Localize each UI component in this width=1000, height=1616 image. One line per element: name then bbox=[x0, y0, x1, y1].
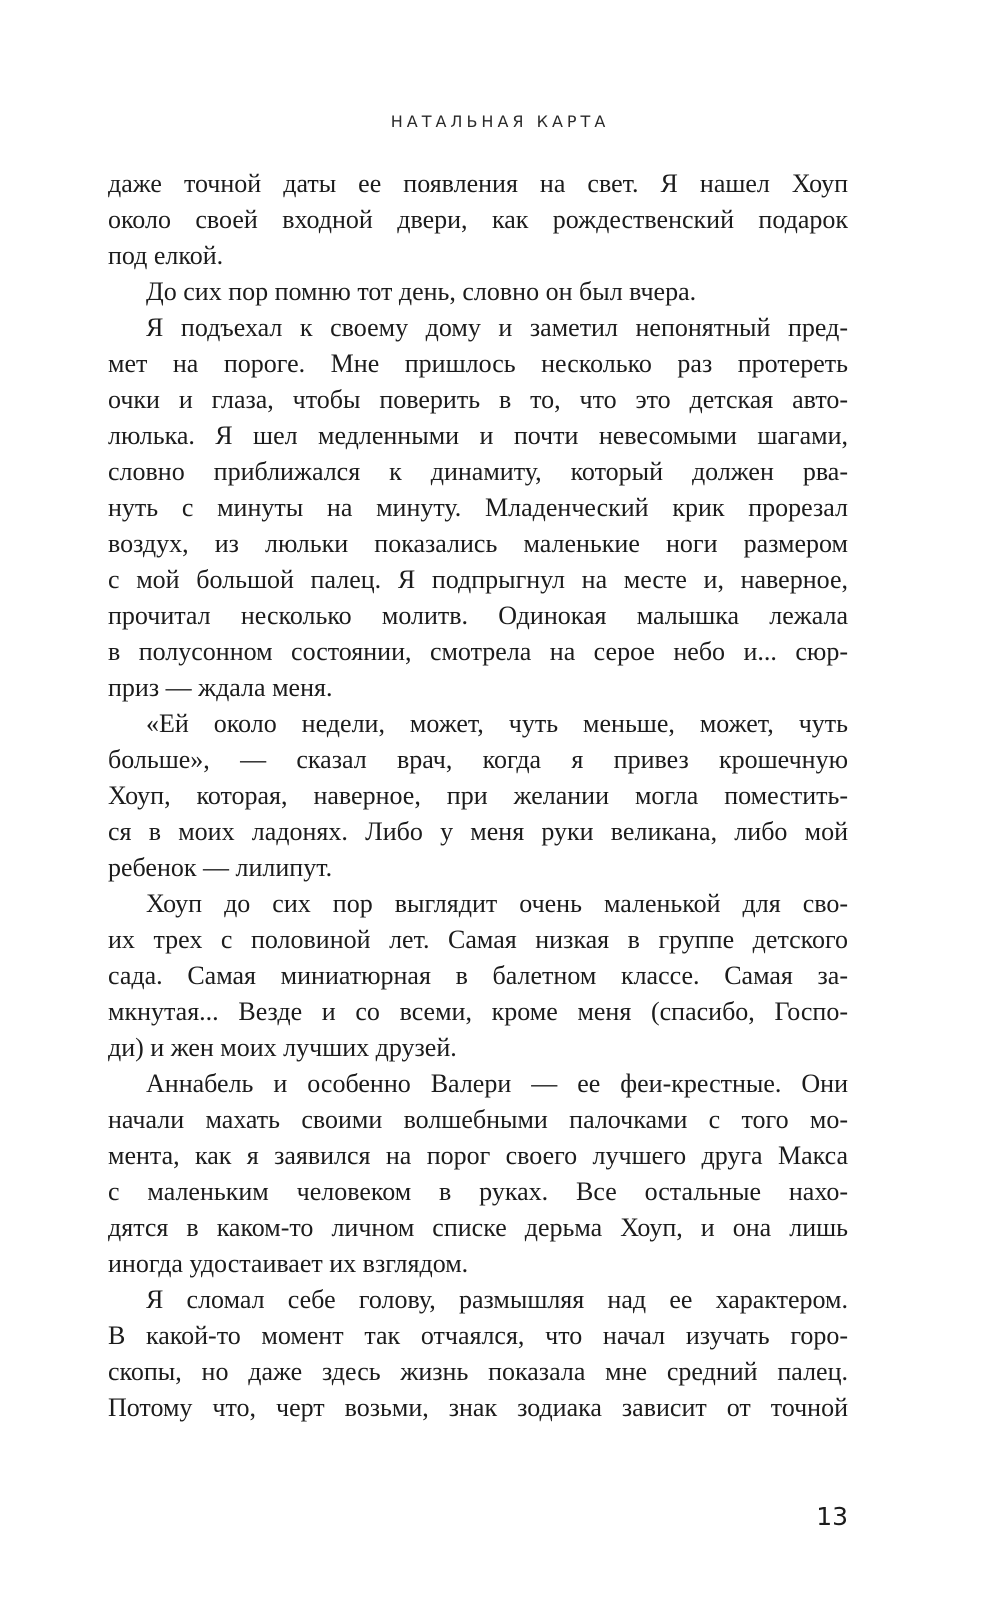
text-line: ди) и жен моих лучших друзей. bbox=[108, 1033, 457, 1062]
text-line: Я сломал себе голову, размышляя над ее характером. bbox=[146, 1285, 848, 1314]
text-line: ся в моих ладонях. Либо у меня руки великана, либо мой bbox=[108, 817, 848, 846]
text-line: «Ей около недели, может, чуть меньше, может, чуть bbox=[146, 709, 848, 738]
text-line: Хоуп до сих пор выглядит очень маленькой для сво- bbox=[146, 889, 848, 918]
text-line: сада. Самая миниатюрная в балетном классе. Самая за- bbox=[108, 961, 848, 990]
page-number: 13 bbox=[816, 1502, 848, 1531]
text-line: иногда удостаивает их взглядом. bbox=[108, 1249, 469, 1278]
text-line: люлька. Я шел медленными и почти невесомыми шагами, bbox=[108, 421, 848, 450]
text-line: воздух, из люльки показались маленькие ноги размером bbox=[108, 529, 848, 558]
text-line: Аннабель и особенно Валери — ее феи-крестные. Они bbox=[146, 1069, 848, 1098]
text-line: очки и глаза, чтобы поверить в то, что это детская авто- bbox=[108, 385, 848, 414]
text-line: дятся в каком-то личном списке дерьма Хоуп, и она лишь bbox=[108, 1213, 848, 1242]
text-line: нуть с минуты на минуту. Младенческий крик прорезал bbox=[108, 493, 848, 522]
text-line: с маленьким человеком в руках. Все остальные нахо- bbox=[108, 1177, 848, 1206]
running-head: НАТАЛЬНАЯ КАРТА bbox=[390, 112, 610, 131]
text-line: ребенок — лилипут. bbox=[108, 853, 333, 882]
text-line: мкнутая... Везде и со всеми, кроме меня (спасибо, Госпо- bbox=[108, 997, 848, 1026]
text-line: прочитал несколько молитв. Одинокая малышка лежала bbox=[108, 601, 848, 630]
text-line: с мой большой палец. Я подпрыгнул на месте и, наверное, bbox=[108, 565, 848, 594]
text-line: мента, как я заявился на порог своего лучшего друга Макса bbox=[108, 1141, 848, 1170]
body-text bbox=[108, 166, 848, 1426]
text-line: начали махать своими волшебными палочками с того мо- bbox=[108, 1105, 848, 1134]
text-line: приз — ждала меня. bbox=[108, 673, 333, 702]
text-line: Потому что, черт возьми, знак зодиака зависит от точной bbox=[108, 1393, 848, 1422]
text-line: мет на пороге. Мне пришлось несколько раз протереть bbox=[108, 349, 848, 378]
text-line: В какой-то момент так отчаялся, что начал изучать горо- bbox=[108, 1321, 848, 1350]
text-line: их трех с половиной лет. Самая низкая в группе детского bbox=[108, 925, 848, 954]
text-line: До сих пор помню тот день, словно он был вчера. bbox=[146, 277, 697, 306]
text-line: даже точной даты ее появления на свет. Я нашел Хоуп bbox=[108, 169, 848, 198]
text-line: под елкой. bbox=[108, 241, 224, 270]
text-line: Я подъехал к своему дому и заметил непонятный пред- bbox=[146, 313, 848, 342]
text-line: Хоуп, которая, наверное, при желании могла поместить- bbox=[108, 781, 848, 810]
text-line: словно приближался к динамиту, который должен рва- bbox=[108, 457, 848, 486]
text-line: в полусонном состоянии, смотрела на серое небо и... сюр- bbox=[108, 637, 848, 666]
text-line: больше», — сказал врач, когда я привез крошечную bbox=[108, 745, 848, 774]
text-line: около своей входной двери, как рождественский подарок bbox=[108, 205, 848, 234]
text-line: скопы, но даже здесь жизнь показала мне средний палец. bbox=[108, 1357, 848, 1386]
